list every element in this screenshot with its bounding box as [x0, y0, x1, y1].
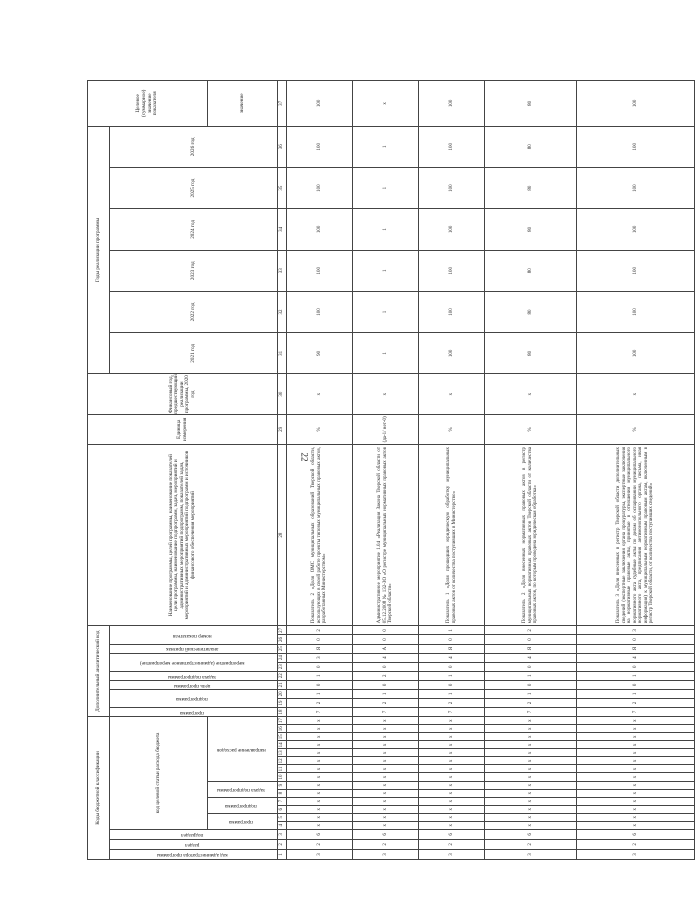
code-digit-cell: 1	[353, 689, 419, 698]
indicator-name-cell: Показатель 3 «Доля внесенных в регистр Тверской области дополнительных сведений (экспертные заключения органа прокуратуры, экспертные заключения на нормативные правовые акты, принятые в отношении муниципального нормативного акта судебные акты по делам об оспаривании муниципального нормативного акта, предписания антимонопольного органа, письма, иная информация) к муниципальным нормативным правовым актам, включенным в регистр Тверской области, от количества поступивших сведений»	[577, 444, 695, 625]
code-digit-cell: х	[353, 765, 419, 773]
year-value-cell: 1	[353, 291, 419, 332]
code-digit-cell: х	[353, 725, 419, 733]
column-index-cell: 33	[278, 250, 287, 291]
year-2023-header: 2023 год	[110, 250, 278, 291]
code-digit-cell: 2	[287, 698, 353, 707]
column-index-cell: 27	[278, 626, 287, 635]
code-digit-cell: х	[485, 717, 577, 725]
expense-direction-header: направление расходов	[208, 717, 278, 782]
year-value-cell: 80	[485, 209, 577, 250]
code-digit-cell: 1	[485, 689, 577, 698]
code-digit-cell: 6	[353, 829, 419, 839]
code-digit-cell: х	[485, 757, 577, 765]
code-digit-cell: х	[419, 749, 485, 757]
table-row	[353, 81, 419, 860]
indicator-name-cell: Показатель 2 «Доля ОМС муниципальных образований Тверской области, использующих в своей работе проекты типовых муниципальных правовых актов, разработанных Министерством»	[287, 444, 353, 625]
add-analytic-sign-header: аналитический признак	[110, 644, 278, 653]
column-index-cell: 28	[278, 444, 287, 625]
code-digit-cell: х	[287, 773, 353, 781]
fin-year-cell: х	[353, 374, 419, 414]
year-value-cell: 80	[485, 250, 577, 291]
column-index-cell: 6	[278, 805, 287, 813]
unit-cell: %	[577, 414, 695, 444]
column-index-cell: 21	[278, 680, 287, 689]
table-row	[485, 81, 577, 860]
rotated-table-container	[87, 80, 655, 860]
code-digit-cell: 4	[419, 653, 485, 662]
code-digit-cell: х	[287, 725, 353, 733]
code-digit-cell: х	[287, 717, 353, 725]
code-digit-cell: х	[485, 733, 577, 741]
target-value-cell: х	[353, 81, 419, 127]
code-digit-cell: х	[577, 749, 695, 757]
year-value-cell: 100	[419, 209, 485, 250]
year-value-cell: 100	[287, 250, 353, 291]
fin-year-column-header: Финансовый год, предшествующий реализации программы, 2020 год	[88, 374, 278, 414]
code-digit-cell: х	[287, 797, 353, 805]
code-digit-cell: х	[353, 733, 419, 741]
year-value-cell: 100	[577, 291, 695, 332]
year-value-cell: 100	[577, 209, 695, 250]
column-index-cell: 23	[278, 662, 287, 671]
target-value-cell: 100	[577, 81, 695, 127]
code-digit-cell: х	[353, 781, 419, 789]
code-digit-cell: 2	[419, 698, 485, 707]
code-digit-cell: х	[419, 725, 485, 733]
code-digit-cell: 1	[419, 671, 485, 680]
code-digit-cell: 7	[419, 707, 485, 716]
code-digit-cell: 0	[419, 635, 485, 644]
target-value-cell: 80	[485, 81, 577, 127]
code-digit-cell: х	[577, 781, 695, 789]
year-value-cell: 100	[577, 250, 695, 291]
subprogram-header: подпрограмма	[208, 797, 278, 813]
year-value-cell: 100	[287, 167, 353, 208]
year-2026-header: 2026 год	[110, 126, 278, 167]
fin-year-cell: х	[577, 374, 695, 414]
code-digit-cell: 0	[287, 680, 353, 689]
code-digit-cell: 1	[485, 671, 577, 680]
code-digit-cell: х	[577, 773, 695, 781]
code-digit-cell: 3	[577, 849, 695, 859]
column-index-cell: 5	[278, 813, 287, 821]
column-index-cell: 12	[278, 757, 287, 765]
column-index-cell: 16	[278, 725, 287, 733]
column-index-cell: 10	[278, 773, 287, 781]
code-digit-cell: 3	[419, 849, 485, 859]
target-value-cell: 100	[287, 81, 353, 127]
code-digit-cell: Я	[485, 644, 577, 653]
years-header: Годы реализации программы	[88, 126, 110, 374]
code-digit-cell: 2	[485, 626, 577, 635]
add-task-header: задача подпрограммы	[110, 671, 278, 680]
column-index-cell: 9	[278, 781, 287, 789]
year-value-cell: 80	[485, 167, 577, 208]
code-digit-cell: х	[577, 757, 695, 765]
code-digit-cell: х	[419, 773, 485, 781]
code-digit-cell: х	[353, 757, 419, 765]
name-column-header: Наименование программы, целей программы, наименование показателей цели программы, наименование подпрограмм, задач, мероприятий и административных мероприятий подпрограмм, показателей задач, мероприятий и административных мероприятий подпрограмм и источников финансового обеспечения мероприятий	[88, 444, 278, 625]
code-digit-cell: 0	[577, 680, 695, 689]
year-value-cell: 80	[485, 333, 577, 374]
code-digit-cell: х	[485, 749, 577, 757]
code-digit-cell: х	[353, 797, 419, 805]
code-digit-cell: х	[419, 789, 485, 797]
code-digit-cell: х	[419, 781, 485, 789]
column-index-cell: 36	[278, 126, 287, 167]
code-digit-cell: 2	[577, 698, 695, 707]
column-index-cell: 7	[278, 797, 287, 805]
year-value-cell: 100	[419, 291, 485, 332]
code-digit-cell: 0	[353, 635, 419, 644]
year-value-cell: 100	[287, 291, 353, 332]
code-digit-cell: 3	[577, 626, 695, 635]
indicator-name-cell: Показатель 1 «Доля прошедших юридическую обработку муниципальных правовых актов от количества поступивших в Министерство»	[419, 444, 485, 625]
column-index-cell: 20	[278, 689, 287, 698]
add-program-header: программа	[110, 707, 278, 716]
table-row	[287, 81, 353, 860]
code-digit-cell: х	[577, 813, 695, 821]
code-digit-cell: 6	[577, 829, 695, 839]
year-value-cell: 100	[419, 333, 485, 374]
code-digit-cell: 1	[419, 626, 485, 635]
code-digit-cell: 4	[577, 653, 695, 662]
code-digit-cell: х	[419, 733, 485, 741]
fin-year-cell: х	[287, 374, 353, 414]
code-digit-cell: х	[419, 741, 485, 749]
program-header: программа	[208, 813, 278, 829]
code-digit-cell: 2	[287, 626, 353, 635]
code-digit-cell: х	[287, 741, 353, 749]
code-digit-cell: х	[287, 765, 353, 773]
year-value-cell: 100	[287, 126, 353, 167]
indicator-name-cell: Показатель 2 «Доля внесенных нормативных правовых актов в регистр муниципальных нормативных правовых актов Тверской области от количества правовых актов, по которым проведена юридическая обработка»	[485, 444, 577, 625]
code-digit-cell: х	[485, 765, 577, 773]
column-index-cell: 29	[278, 414, 287, 444]
code-digit-cell: х	[353, 741, 419, 749]
code-digit-cell: 6	[419, 829, 485, 839]
year-value-cell: 100	[419, 167, 485, 208]
target-value-header: Целевое (суммарное) значение показателя	[88, 81, 208, 127]
unit-cell: %	[419, 414, 485, 444]
code-digit-cell: х	[353, 805, 419, 813]
code-digit-cell: х	[577, 821, 695, 829]
column-index-cell: 14	[278, 741, 287, 749]
code-digit-cell: х	[419, 765, 485, 773]
code-digit-cell: 0	[353, 626, 419, 635]
code-digit-cell: 7	[577, 707, 695, 716]
code-digit-cell: 2	[353, 839, 419, 849]
program-indicators-table	[87, 80, 695, 860]
code-digit-cell: 0	[419, 680, 485, 689]
code-digit-cell: х	[485, 805, 577, 813]
table-row	[419, 81, 485, 860]
code-digit-cell: 1	[419, 689, 485, 698]
year-value-cell: 100	[577, 167, 695, 208]
code-digit-cell: Я	[287, 644, 353, 653]
code-digit-cell: 1	[287, 671, 353, 680]
year-value-cell: 100	[577, 333, 695, 374]
unit-cell: %	[287, 414, 353, 444]
column-index-row	[278, 81, 287, 860]
code-digit-cell: х	[353, 749, 419, 757]
year-value-cell: 80	[485, 126, 577, 167]
column-index-cell: 4	[278, 821, 287, 829]
column-index-cell: 15	[278, 733, 287, 741]
code-digit-cell: х	[353, 813, 419, 821]
year-value-cell: 1	[353, 333, 419, 374]
column-index-cell: 37	[278, 81, 287, 127]
code-digit-cell: х	[485, 781, 577, 789]
table-row	[577, 81, 695, 860]
code-digit-cell: х	[287, 749, 353, 757]
value-header: значение	[208, 81, 278, 127]
code-digit-cell: х	[353, 717, 419, 725]
year-value-cell: 100	[577, 126, 695, 167]
year-value-cell: 1	[353, 209, 419, 250]
year-2021-header: 2021 год	[110, 333, 278, 374]
code-digit-cell: Я	[419, 644, 485, 653]
code-digit-cell: х	[287, 813, 353, 821]
task-direction-header: задача подпрограммы	[208, 781, 278, 797]
code-digit-cell: х	[353, 773, 419, 781]
code-digit-cell: х	[485, 789, 577, 797]
code-digit-cell: 2	[353, 698, 419, 707]
code-digit-cell: х	[577, 765, 695, 773]
year-value-cell: 1	[353, 126, 419, 167]
code-digit-cell: х	[485, 821, 577, 829]
add-event-number-header: номер показателя	[110, 626, 278, 644]
year-2025-header: 2025 год	[110, 167, 278, 208]
code-digit-cell: А	[353, 644, 419, 653]
code-digit-cell: х	[287, 733, 353, 741]
code-digit-cell: 2	[485, 839, 577, 849]
column-index-cell: 26	[278, 635, 287, 644]
code-digit-cell: 0	[353, 680, 419, 689]
code-digit-cell: х	[485, 813, 577, 821]
code-digit-cell: 2	[419, 839, 485, 849]
year-value-cell: 80	[485, 291, 577, 332]
code-digit-cell: х	[485, 741, 577, 749]
year-value-cell: 1	[353, 250, 419, 291]
fin-year-cell: х	[485, 374, 577, 414]
code-digit-cell: 3	[287, 849, 353, 859]
column-index-cell: 11	[278, 765, 287, 773]
code-digit-cell: х	[419, 757, 485, 765]
code-digit-cell: Я	[577, 644, 695, 653]
target-article-header: код целевой статьи расхода бюджета	[110, 717, 208, 830]
column-index-cell: 13	[278, 749, 287, 757]
code-digit-cell: 0	[485, 635, 577, 644]
code-digit-cell: 3	[287, 653, 353, 662]
admin-code-header: код администратора программы	[110, 849, 278, 859]
code-digit-cell: х	[353, 789, 419, 797]
code-digit-cell: 0	[287, 635, 353, 644]
code-digit-cell: 0	[577, 635, 695, 644]
code-digit-cell: 0	[419, 662, 485, 671]
add-subprogram-header: подпрограмма	[110, 689, 278, 707]
code-digit-cell: х	[419, 821, 485, 829]
budget-class-header: Коды бюджетной классификации	[88, 717, 110, 860]
column-index-cell: 8	[278, 789, 287, 797]
code-digit-cell: х	[287, 805, 353, 813]
column-index-cell: 31	[278, 333, 287, 374]
target-value-cell: 100	[419, 81, 485, 127]
code-digit-cell: х	[419, 717, 485, 725]
code-digit-cell: х	[577, 805, 695, 813]
column-index-cell: 30	[278, 374, 287, 414]
code-digit-cell: 6	[485, 829, 577, 839]
code-digit-cell: х	[419, 805, 485, 813]
year-value-cell: 100	[419, 126, 485, 167]
column-index-cell: 3	[278, 829, 287, 839]
code-digit-cell: 6	[287, 829, 353, 839]
page-number: 22	[299, 452, 310, 462]
code-digit-cell: х	[485, 725, 577, 733]
code-digit-cell: 0	[353, 662, 419, 671]
column-index-cell: 34	[278, 209, 287, 250]
column-index-cell: 22	[278, 671, 287, 680]
column-index-cell: 17	[278, 717, 287, 725]
section-header: раздел	[110, 839, 278, 849]
year-value-cell: 100	[287, 209, 353, 250]
code-digit-cell: х	[577, 797, 695, 805]
code-digit-cell: х	[577, 725, 695, 733]
column-index-cell: 35	[278, 167, 287, 208]
column-index-cell: 24	[278, 653, 287, 662]
year-value-cell: 90	[287, 333, 353, 374]
year-2022-header: 2022 год	[110, 291, 278, 332]
code-digit-cell: х	[419, 797, 485, 805]
code-digit-cell: 1	[287, 689, 353, 698]
code-digit-cell: 2	[287, 839, 353, 849]
additional-analytic-header: Дополнительный аналитический код	[88, 626, 110, 717]
indicator-name-cell: Административное мероприятие 1.04 «Реализация Закона Тверской области от 05.12.2008 № 132-ЗО «О регистре муниципальных нормативных правовых актов Тверской области»	[353, 444, 419, 625]
fin-year-cell: х	[419, 374, 485, 414]
column-index-cell: 2	[278, 839, 287, 849]
code-digit-cell: 4	[485, 653, 577, 662]
subsection-header: подраздел	[110, 829, 278, 839]
code-digit-cell: х	[577, 741, 695, 749]
code-digit-cell: 1	[577, 671, 695, 680]
code-digit-cell: 7	[287, 707, 353, 716]
code-digit-cell: х	[485, 773, 577, 781]
code-digit-cell: х	[577, 789, 695, 797]
code-digit-cell: х	[287, 821, 353, 829]
code-digit-cell: 0	[485, 662, 577, 671]
code-digit-cell: 0	[577, 662, 695, 671]
column-index-cell: 32	[278, 291, 287, 332]
column-index-cell: 18	[278, 707, 287, 716]
add-goal-header: цель программы	[110, 680, 278, 689]
code-digit-cell: х	[287, 789, 353, 797]
unit-cell: (да-1/ нет-0)	[353, 414, 419, 444]
add-event-header: мероприятие (административное мероприятие)	[110, 653, 278, 671]
code-digit-cell: 3	[485, 849, 577, 859]
code-digit-cell: 0	[287, 662, 353, 671]
unit-column-header: Единица измерения	[88, 414, 278, 444]
code-digit-cell: х	[577, 733, 695, 741]
column-index-cell: 25	[278, 644, 287, 653]
code-digit-cell: 2	[577, 839, 695, 849]
code-digit-cell: 7	[485, 707, 577, 716]
code-digit-cell: 2	[485, 698, 577, 707]
code-digit-cell: х	[287, 781, 353, 789]
code-digit-cell: 0	[485, 680, 577, 689]
column-index-cell: 19	[278, 698, 287, 707]
code-digit-cell: 2	[353, 671, 419, 680]
unit-cell: %	[485, 414, 577, 444]
code-digit-cell: 7	[353, 707, 419, 716]
code-digit-cell: х	[353, 821, 419, 829]
code-digit-cell: 4	[353, 653, 419, 662]
year-value-cell: 100	[419, 250, 485, 291]
column-index-cell: 1	[278, 849, 287, 859]
code-digit-cell: 1	[577, 689, 695, 698]
code-digit-cell: 3	[353, 849, 419, 859]
year-value-cell: 1	[353, 167, 419, 208]
code-digit-cell: х	[419, 813, 485, 821]
year-2024-header: 2024 год	[110, 209, 278, 250]
code-digit-cell: х	[287, 757, 353, 765]
code-digit-cell: х	[577, 717, 695, 725]
code-digit-cell: х	[485, 797, 577, 805]
